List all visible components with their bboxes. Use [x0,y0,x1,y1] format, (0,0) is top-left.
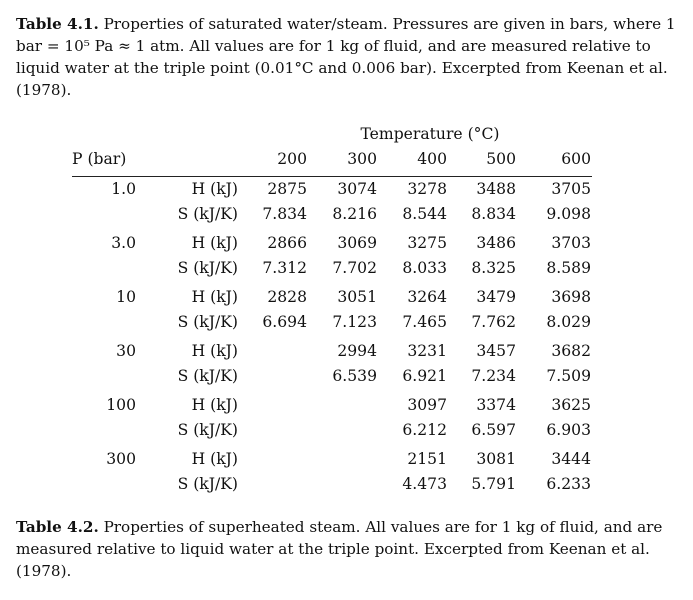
quantity-label-s: S (kJ/K) [177,205,238,223]
quantity-label-h: H (kJ) [191,342,238,360]
entropy-cell: 6.539 [332,367,377,385]
enthalpy-cell: 3278 [407,180,447,198]
entropy-cell: 6.921 [402,367,447,385]
entropy-cell: 5.791 [471,475,516,493]
enthalpy-cell: 3374 [476,396,516,414]
enthalpy-cell: 3097 [407,396,447,414]
quantity-label-s: S (kJ/K) [177,421,238,439]
temperature-column-header: 300 [347,150,377,168]
entropy-cell: 7.312 [262,259,307,277]
enthalpy-cell: 3081 [476,450,516,468]
enthalpy-cell: 3231 [407,342,447,360]
quantity-label-h: H (kJ) [191,234,238,252]
enthalpy-cell: 3486 [476,234,516,252]
enthalpy-cell: 3069 [337,234,377,252]
entropy-cell: 9.098 [546,205,591,223]
temperature-column-header: 200 [277,150,307,168]
entropy-cell: 7.702 [332,259,377,277]
temperature-column-header: 500 [486,150,516,168]
entropy-cell: 4.473 [402,475,447,493]
entropy-cell: 7.234 [471,367,516,385]
entropy-cell: 8.029 [546,313,591,331]
entropy-cell: 8.325 [471,259,516,277]
entropy-cell: 6.233 [546,475,591,493]
enthalpy-cell: 3682 [551,342,591,360]
entropy-cell: 8.216 [332,205,377,223]
pressure-cell: 3.0 [111,234,136,252]
table-4-2-caption [16,516,678,582]
enthalpy-cell: 3479 [476,288,516,306]
entropy-cell: 6.903 [546,421,591,439]
enthalpy-cell: 3625 [551,396,591,414]
caption-label: Table 4.1. [16,15,99,33]
temperature-column-header: 600 [561,150,591,168]
quantity-label-h: H (kJ) [191,450,238,468]
enthalpy-cell: 2994 [337,342,377,360]
quantity-label-s: S (kJ/K) [177,367,238,385]
quantity-label-h: H (kJ) [191,396,238,414]
entropy-cell: 8.544 [402,205,447,223]
entropy-cell: 7.465 [402,313,447,331]
entropy-cell: 7.834 [262,205,307,223]
enthalpy-cell: 2866 [267,234,307,252]
caption-text: Properties of superheated steam. All values are for 1 kg of fluid, and are measured relative to liquid water at the triple point. Excerpted from Keenan et al. (1978). [16,518,663,580]
enthalpy-cell: 2875 [267,180,307,198]
entropy-cell: 8.834 [471,205,516,223]
entropy-cell: 6.694 [262,313,307,331]
enthalpy-cell: 3698 [551,288,591,306]
temperature-column-header: 400 [417,150,447,168]
entropy-cell: 7.123 [332,313,377,331]
entropy-cell: 6.212 [402,421,447,439]
pressure-header: P (bar) [72,150,127,168]
enthalpy-cell: 3488 [476,180,516,198]
enthalpy-cell: 3457 [476,342,516,360]
entropy-cell: 8.033 [402,259,447,277]
enthalpy-cell: 3275 [407,234,447,252]
pressure-cell: 10 [116,288,136,306]
enthalpy-cell: 3051 [337,288,377,306]
enthalpy-cell: 3444 [551,450,591,468]
enthalpy-cell: 2828 [267,288,307,306]
pressure-cell: 30 [116,342,136,360]
caption-text: Properties of saturated water/steam. Pressures are given in bars, where 1 bar = 10⁵ Pa ≈ 1 atm. All values are for 1 kg of fluid, and are measured relative to liquid water at the triple point (0.01°C and 0.006 bar). Excerpted from Keenan et al. (1978). [16,15,676,99]
entropy-cell: 7.509 [546,367,591,385]
enthalpy-cell: 3074 [337,180,377,198]
quantity-label-s: S (kJ/K) [177,475,238,493]
caption-label: Table 4.2. [16,518,99,536]
entropy-cell: 7.762 [471,313,516,331]
quantity-label-s: S (kJ/K) [177,313,238,331]
quantity-label-s: S (kJ/K) [177,259,238,277]
entropy-cell: 8.589 [546,259,591,277]
temperature-header: Temperature (°C) [360,125,500,143]
entropy-cell: 6.597 [471,421,516,439]
header-rule [72,176,592,177]
pressure-cell: 100 [106,396,136,414]
enthalpy-cell: 2151 [407,450,447,468]
enthalpy-cell: 3705 [551,180,591,198]
enthalpy-cell: 3264 [407,288,447,306]
enthalpy-cell: 3703 [551,234,591,252]
quantity-label-h: H (kJ) [191,180,238,198]
pressure-cell: 1.0 [111,180,136,198]
pressure-cell: 300 [106,450,136,468]
quantity-label-h: H (kJ) [191,288,238,306]
